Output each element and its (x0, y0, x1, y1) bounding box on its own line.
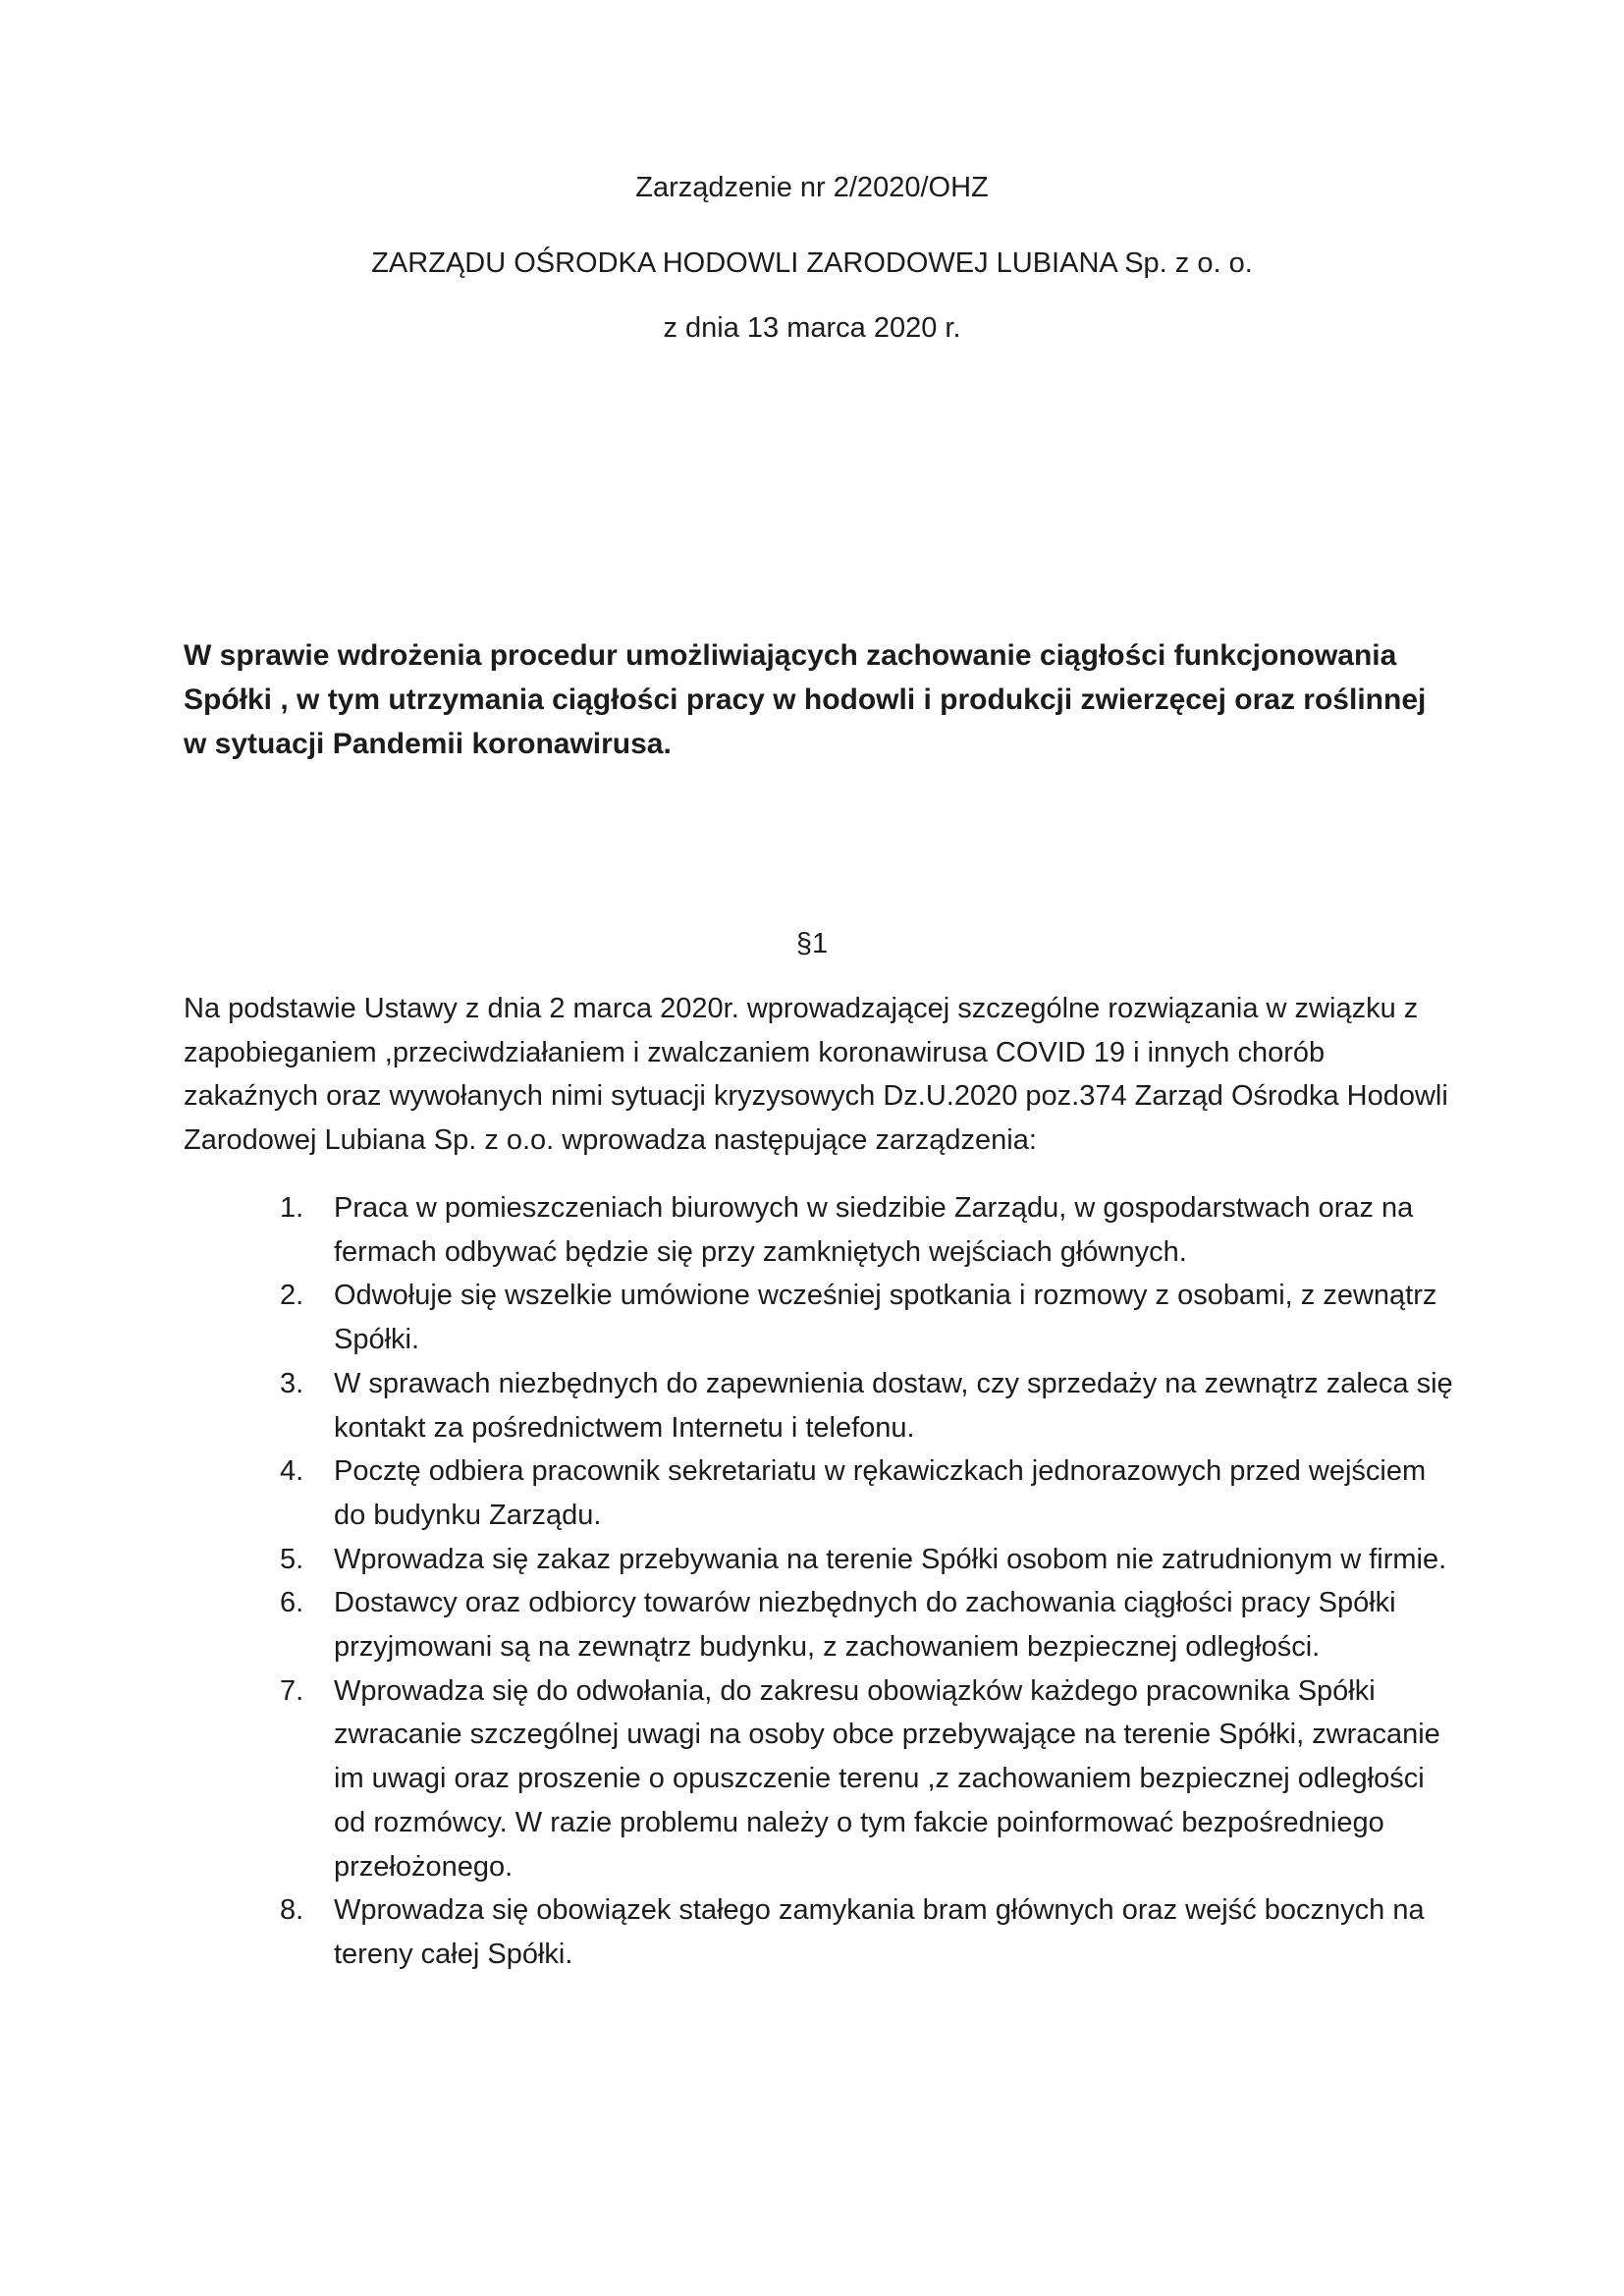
list-item (280, 1538, 1463, 1582)
regulations-list (280, 1186, 1463, 1977)
list-item (280, 1186, 1463, 1274)
list-item (280, 1669, 1463, 1889)
item-number: 1. (280, 1192, 304, 1224)
document-date: z dnia 13 marca 2020 r. (663, 312, 961, 344)
intro-paragraph: Na podstawie Ustawy z dnia 2 marca 2020r. wprowadzającej szczególne rozwiązania w związku z zapobieganiem ,przeciwdziałaniem i zwalczaniem koronawirusa COVID 19 i innych chorób zakaźnych oraz wywołanych nimi sytuacji kryzysowych Dz.U.2020 poz.374 Zarząd Ośrodka Hodowli Zarodowej Lubiana Sp. z o.o. wprowadza następujące zarządzenia: (184, 993, 1448, 1157)
item-number: 2. (280, 1280, 304, 1312)
item-text: Odwołuje się wszelkie umówione wcześniej spotkania i rozmowy z osobami, z zewnątrz Spółki. (334, 1280, 1437, 1356)
list-item (280, 1888, 1463, 1976)
item-number: 4. (280, 1455, 304, 1488)
list-item (280, 1274, 1463, 1361)
list-item (280, 1362, 1463, 1449)
section-sign: §1 (795, 928, 829, 959)
item-number: 6. (280, 1587, 304, 1619)
item-number: 8. (280, 1894, 304, 1927)
subject-heading: W sprawie wdrożenia procedur umożliwiających zachowanie ciągłości funkcjonowania Spółki , w tym utrzymania ciągłości pracy w hodowli i produkcji zwierzęcej oraz roślinnej w sytuacji Pandemii koronawirusa. (184, 639, 1427, 760)
item-text: Wprowadza się do odwołania, do zakresu obowiązków każdego pracownika Spółki zwracanie szczególnej uwagi na osoby obce przebywające na terenie Spółki, zwracanie im uwagi oraz proszenie o opuszczenie terenu ,z zachowaniem bezpiecznej odległości od rozmówcy. W razie problemu należy o tym fakcie poinformować bezpośredniego przełożonego. (334, 1674, 1440, 1883)
list-item (280, 1581, 1463, 1668)
organization-name: ZARZĄDU OŚRODKA HODOWLI ZARODOWEJ LUBIANA Sp. z o. o. (371, 247, 1253, 279)
item-text: Wprowadza się obowiązek stałego zamykania bram głównych oraz wejść bocznych na tereny całej Spółki. (334, 1894, 1425, 1970)
item-number: 5. (280, 1543, 304, 1575)
item-number: 7. (280, 1674, 304, 1707)
item-text: Praca w pomieszczeniach biurowych w siedzibie Zarządu, w gospodarstwach oraz na fermach odbywać będzie się przy zamkniętych wejściach głównych. (334, 1192, 1414, 1268)
item-text: Dostawcy oraz odbiorcy towarów niezbędnych do zachowania ciągłości pracy Spółki przyjmowani są na zewnątrz budynku, z zachowaniem bezpiecznej odległości. (334, 1587, 1396, 1664)
item-text: Pocztę odbiera pracownik sekretariatu w rękawiczkach jednorazowych przed wejściem do budynku Zarządu. (334, 1455, 1427, 1531)
item-text: Wprowadza się zakaz przebywania na terenie Spółki osobom nie zatrudnionym w firmie. (334, 1543, 1447, 1575)
item-number: 3. (280, 1367, 304, 1399)
item-text: W sprawach niezbędnych do zapewnienia dostaw, czy sprzedaży na zewnątrz zaleca się kontakt za pośrednictwem Internetu i telefonu. (334, 1367, 1453, 1444)
document-title: Zarządzenie nr 2/2020/OHZ (635, 172, 989, 203)
list-item (280, 1449, 1463, 1537)
